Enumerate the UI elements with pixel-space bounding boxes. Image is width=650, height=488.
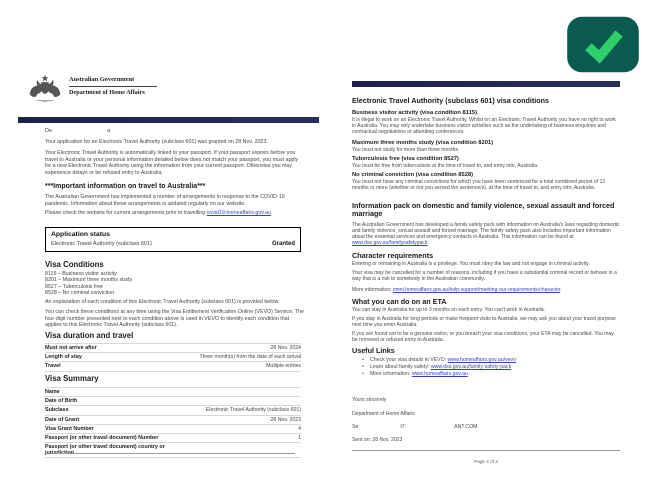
useful-link-item (362, 364, 516, 371)
visa-summary-heading: Visa Summary (45, 374, 99, 383)
eta-heading: What you can do on an ETA (352, 297, 447, 306)
page2-bottom-rule (352, 450, 620, 451)
conditions-explanation-paragraph: An explanation of each condition of this Electronic Travel Authority (subclass 601) is provided below. (45, 299, 280, 305)
letter-page-1 (18, 0, 320, 488)
family-safety-pack-link[interactable]: www.dss.gov.au/familysafetypack (352, 240, 428, 246)
useful-links-heading: Useful Links (352, 346, 395, 355)
row-label: Travel (45, 363, 61, 370)
condition-body-8527: You must be free from tuberculosis at the time of travel to, and entry into, Australia. (352, 163, 539, 169)
condition-body-8115: It is illegal to work on an Electronic Travel Authority. Whilst on an Electronic Travel Authority you have no right to work in Australia. You may only undertake business visitor activities such as the undertaking of business enquiries and contractual negotiations or attending conferences. (352, 117, 616, 135)
application-status-value: Granted (271, 240, 295, 247)
useful-link-item (362, 357, 516, 364)
visa-condition-item: 8201 – Maximum three months study (45, 277, 133, 284)
agency-header (27, 72, 157, 104)
row-label: Passport (or other travel document) Number (45, 434, 159, 441)
visa-conditions-page-title: Electronic Travel Authority (subclass 601) visa conditions (352, 96, 550, 105)
covid-website-text: Please check the website for current arrangements prior to travelling (45, 210, 207, 216)
info-pack-text: The Australian Government has developed a family safety pack with information on Australia's laws regarding domestic and family violence, sexual assault and forced marriage. The family safety pack also includes important information about the essential services and emergency contacts in Australia. This information can be found at (352, 222, 620, 240)
signoff-sincerely: Yours sincerely (352, 397, 387, 403)
application-status-label: Electronic Travel Authority (subclass 601) (51, 240, 152, 247)
condition-body-8201: You must not study for more than three months. (352, 147, 460, 153)
page-number-footer: Page 2 of 2 (474, 459, 498, 464)
row-label: Must not arrive after (45, 345, 97, 351)
visa-summary-table (45, 387, 301, 458)
info-pack-text-end: . (427, 240, 429, 246)
character-requirements-heading: Character requirements (352, 251, 434, 260)
commonwealth-coat-of-arms-icon (27, 72, 63, 104)
vevo-check-paragraph: You can check these conditions at any time using the Visa Entitlement Verification Online (VEVO) Service. The four-digit number presented next to each condition above is used in VEVO to identify each condition that applies to this Electronic Travel Authority (subclass 601). (45, 309, 305, 328)
important-info-heading: ***Important information on travel to Australia*** (45, 183, 206, 190)
grant-statement: Your application for an Electronic Travel Authority (subclass 601) was granted on 28 Nov. 2023. (45, 139, 268, 145)
info-pack-paragraph (352, 222, 620, 246)
table-row (45, 343, 301, 352)
sent-to-fragment: ANT.COM (454, 424, 478, 430)
useful-link-text: Check your visa details in VEVO: (370, 357, 448, 363)
sent-on-line: Sent on: 28 Nov. 2023 (352, 437, 403, 443)
letter-page-2 (330, 0, 650, 488)
sent-to-line (352, 424, 477, 430)
row-value: Electronic Travel Authority (subclass 601) (205, 407, 301, 414)
page1-bottom-rule (51, 453, 295, 454)
visa-condition-item: 8115 – Business visitor activity (45, 271, 117, 277)
homeaffairs-link[interactable]: www.homeaffairs.gov.au (411, 371, 468, 377)
row-value: · (299, 444, 301, 451)
eta-paragraph-1: You can stay in Australia for up to 3 months on each entry. You can't work in Australia. (352, 307, 545, 313)
visa-conditions-heading: Visa Conditions (45, 260, 104, 269)
page2-header-bar (352, 81, 620, 87)
sent-to-fragment: Se (352, 424, 359, 430)
sent-to-fragment: t7: (400, 424, 407, 430)
condition-heading-8528: No criminal conviction (visa condition 8528) (352, 172, 474, 178)
condition-heading-8115: Business visitor activity (visa condition 8115) (352, 110, 478, 116)
covid-website-link[interactable]: covid19.homeaffairs.gov.au (206, 210, 271, 216)
table-row (45, 405, 301, 414)
row-label: Length of stay (45, 354, 82, 361)
row-value: Multiple entries (266, 363, 301, 370)
condition-heading-8201: Maximum three months study (visa condition 8201) (352, 140, 494, 146)
row-value: Three month(s) from the date of each arrival (199, 354, 301, 361)
more-info-text: More information: (352, 287, 394, 293)
visa-duration-table (45, 343, 301, 372)
salutation-fragment: De (45, 128, 53, 134)
table-row (45, 433, 301, 442)
application-status-box (45, 227, 301, 252)
table-row (45, 387, 301, 396)
covid-website-paragraph (45, 210, 304, 217)
table-row (45, 361, 301, 371)
info-pack-heading: Information pack on domestic and family violence, sexual assault and forced marriage (352, 201, 615, 219)
condition-body-8528: You must not have any criminal convictions for which you have been sentenced for a total combined period of 12 months or more (whether or not you served the sentence/s), at the time of travel to, and entry into, Australia. (352, 179, 606, 191)
useful-link-text: Learn about family safety: (370, 364, 431, 370)
salutation-line (45, 128, 110, 134)
table-row (45, 415, 301, 424)
visa-conditions-list (45, 271, 132, 296)
condition-heading-8527: Tuberculosis free (visa condition 8527) (352, 156, 459, 162)
character-paragraph-2: Your visa may be cancelled for a number of reasons, including if you have a substantial criminal record or behave in a way that is a risk to somebody in the Australian community. (352, 270, 617, 282)
useful-link-item (362, 371, 516, 378)
signoff-department: Department of Home Affairs (352, 411, 415, 417)
more-info-text-end: . (560, 287, 562, 293)
table-row (45, 442, 301, 458)
table-row (45, 396, 301, 405)
covid-arrangements-paragraph: The Australian Government has implemented a number of arrangements in response to the COVID-19 pandemic. Information about these arrangements is updated regularly on our website. (45, 194, 285, 207)
visa-condition-item: 8527 – Tuberculosis free (45, 283, 104, 290)
row-label: Date of Birth (45, 398, 78, 405)
row-value: 4 (298, 425, 301, 432)
row-value: 28 Nov. 2024 (270, 345, 301, 351)
agency-name-block (69, 76, 157, 96)
eta-paragraph-3: If you are found not to be a genuine visitor, or you breach your visa conditions, your ETA may be cancelled. You may be removed or refused entry to Australia. (352, 331, 614, 343)
row-label: Visa Grant Number (45, 425, 94, 432)
character-paragraph-1: Entering or remaining in Australia is a privilege. You must obey the law and not engage in criminal activity. (352, 261, 590, 267)
application-status-row (51, 241, 295, 247)
application-status-heading: Application status (51, 231, 110, 238)
vevo-link[interactable]: www.homeaffairs.gov.au/vevo (447, 357, 516, 363)
family-safety-link[interactable]: www.dss.gov.au/family-safety-pack (430, 364, 512, 370)
checkmark-logo-icon (566, 16, 640, 73)
salutation-fragment: a (107, 128, 111, 134)
character-requirements-link[interactable]: immi.homeaffairs.gov.au/help-support/meeting-our-requirements/character (393, 287, 561, 293)
passport-link-paragraph: Your Electronic Travel Authority is automatically linked to your passport. If your passport expires before you travel to Australia or your personal information detailed below does not match your passport, you must apply for a new Electronic Travel Authority using the information from your current passport. Otherwise you may experience delays or be refused entry to Australia. (45, 150, 299, 176)
useful-link-text: More information: (370, 371, 412, 377)
visa-condition-item: 8528 – No criminal conviction (45, 289, 115, 296)
table-row (45, 352, 301, 361)
row-label: Date of Grant (45, 416, 80, 423)
row-value: 28 Nov. 2023 (270, 416, 301, 423)
character-more-info-line (352, 287, 620, 293)
row-value: 1 (298, 434, 301, 441)
government-name: Australian Government (69, 76, 135, 83)
eta-paragraph-2: If you stay in Australia for long periods or make frequent visits to Australia, we may ask you about your travel purpose next time you enter Australia. (352, 316, 616, 328)
visa-duration-heading: Visa duration and travel (45, 331, 134, 340)
useful-links-list (362, 357, 516, 378)
header-divider (69, 86, 157, 87)
page1-header-bar (18, 117, 319, 123)
row-label: Name (45, 389, 60, 395)
row-label: Subclass (45, 407, 69, 414)
department-name: Department of Home Affairs (69, 89, 145, 96)
row-label: Passport (or other travel document) country or jurisdiction (45, 444, 165, 457)
table-row (45, 424, 301, 433)
